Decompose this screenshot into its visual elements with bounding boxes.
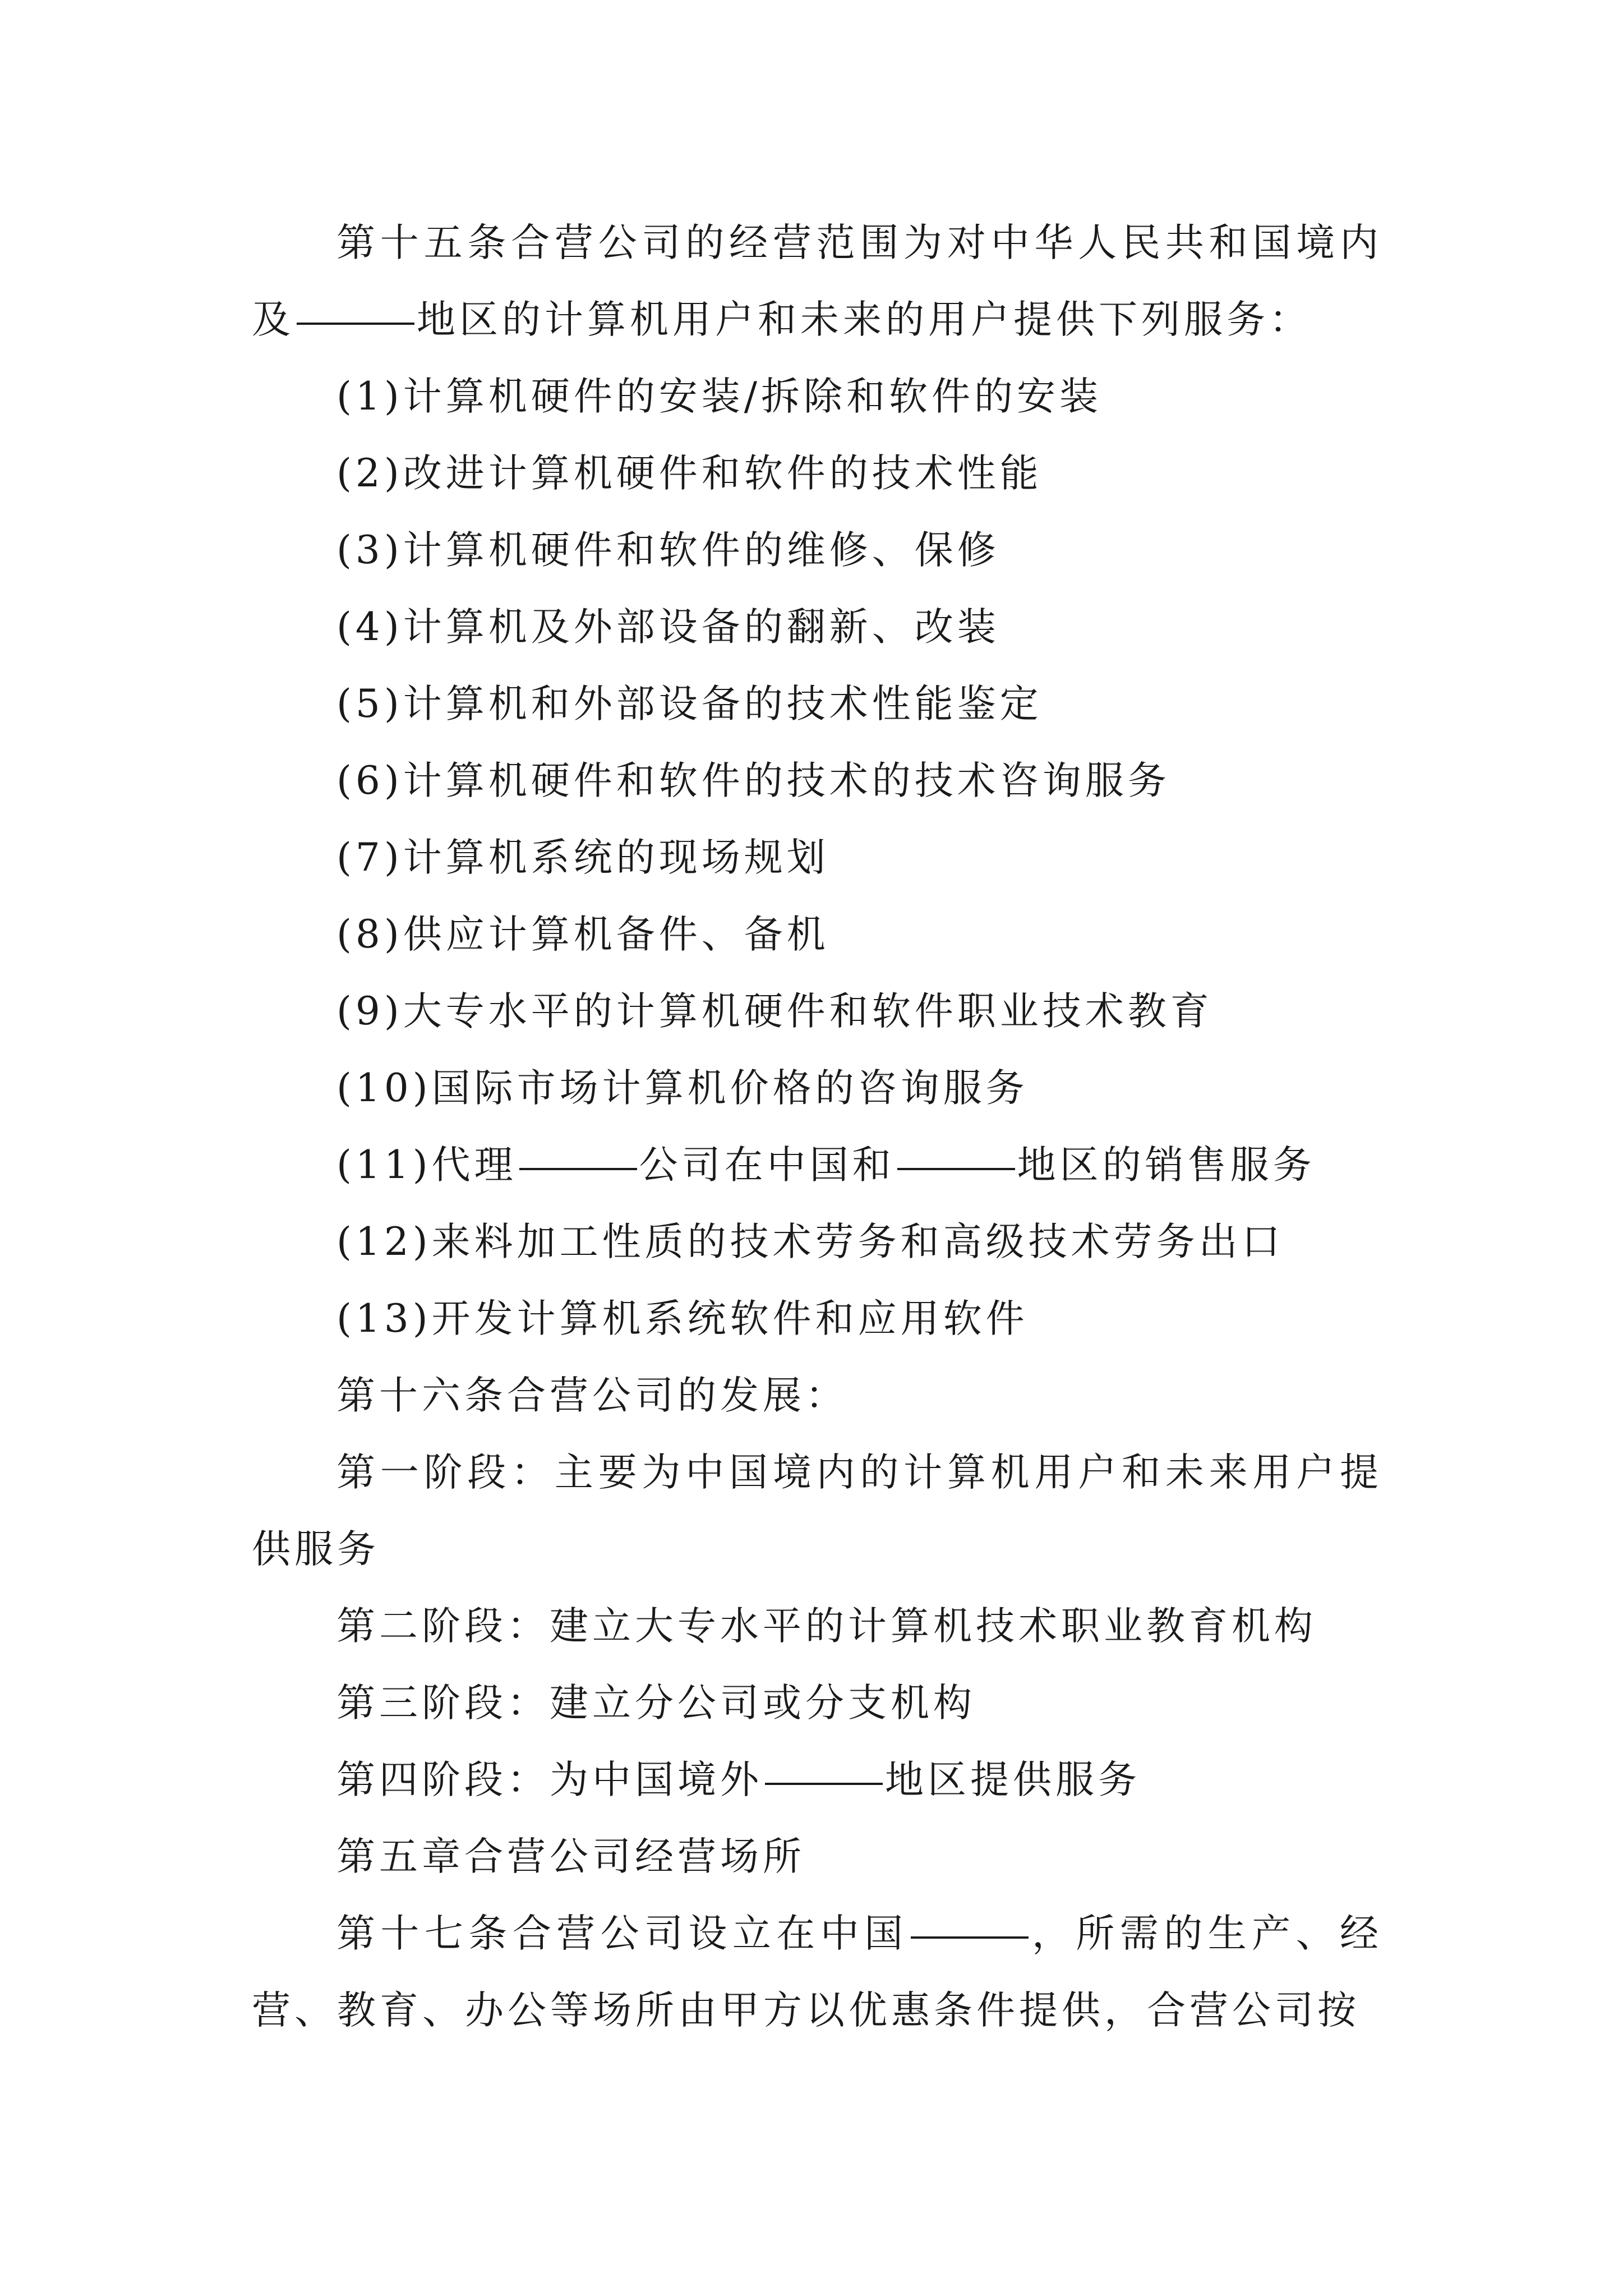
stage-4 <box>252 1742 1382 1819</box>
list-item-8: (8)供应计算机备件、备机 <box>336 912 829 957</box>
list-item-2: (2)改进计算机硬件和软件的技术性能 <box>336 451 1043 496</box>
stage-2: 第二阶段：建立大专水平的计算机技术职业教育机构 <box>336 1604 1317 1649</box>
blank-line <box>897 1168 1015 1170</box>
article-15-text-2: 地区的计算机用户和未来的用户提供下列服务： <box>417 297 1312 342</box>
list-item-1: (1)计算机硬件的安装/拆除和软件的安装 <box>336 374 1102 419</box>
list-item-11-text-3: 地区的销售服务 <box>1017 1143 1316 1188</box>
stage-3: 第三阶段：建立分公司或分支机构 <box>336 1681 976 1726</box>
article-15 <box>252 205 1382 358</box>
list-item-6: (6)计算机硬件和软件的技术的技术咨询服务 <box>336 758 1170 803</box>
list-item-11-text-1: (11)代理 <box>336 1143 517 1188</box>
blank-line <box>297 323 414 325</box>
stage-1: 第一阶段：主要为中国境内的计算机用户和未来用户提供服务 <box>252 1450 1382 1572</box>
list-item-10: (10)国际市场计算机价格的咨询服务 <box>336 1066 1029 1111</box>
list-item-7: (7)计算机系统的现场规划 <box>336 835 829 880</box>
chapter-5-heading: 第五章合营公司经营场所 <box>336 1834 805 1879</box>
blank-line <box>519 1168 637 1170</box>
article-17 <box>252 1895 1382 2049</box>
blank-line <box>911 1936 1029 1939</box>
stage-4-text-1: 第四阶段：为中国境外 <box>336 1757 763 1802</box>
list-item-11-text-2: 公司在中国和 <box>639 1143 895 1188</box>
list-item-13: (13)开发计算机系统软件和应用软件 <box>336 1296 1029 1341</box>
list-item-3: (3)计算机硬件和软件的维修、保修 <box>336 528 1000 573</box>
article-17-text-2: ，所需的生产、经营、教育、办公等场所由甲方以优惠条件提供，合营公司按 <box>252 1911 1383 2033</box>
list-item-4: (4)计算机及外部设备的翻新、改装 <box>336 605 1000 650</box>
document-body <box>252 205 1382 2049</box>
list-item-12: (12)来料加工性质的技术劳务和高级技术劳务出口 <box>336 1220 1284 1264</box>
article-16-title: 第十六条合营公司的发展： <box>336 1373 848 1418</box>
list-item-9: (9)大专水平的计算机硬件和软件职业技术教育 <box>336 989 1213 1034</box>
stage-4-text-2: 地区提供服务 <box>885 1757 1141 1802</box>
list-item-11 <box>252 1127 1382 1204</box>
article-17-text-1: 第十七条合营公司设立在中国 <box>336 1911 909 1956</box>
article-15-text-1: 第十五条合营公司的经营范围为对中华人民共和国境内及 <box>252 220 1382 342</box>
list-item-5: (5)计算机和外部设备的技术性能鉴定 <box>336 682 1043 726</box>
blank-line <box>765 1783 883 1785</box>
